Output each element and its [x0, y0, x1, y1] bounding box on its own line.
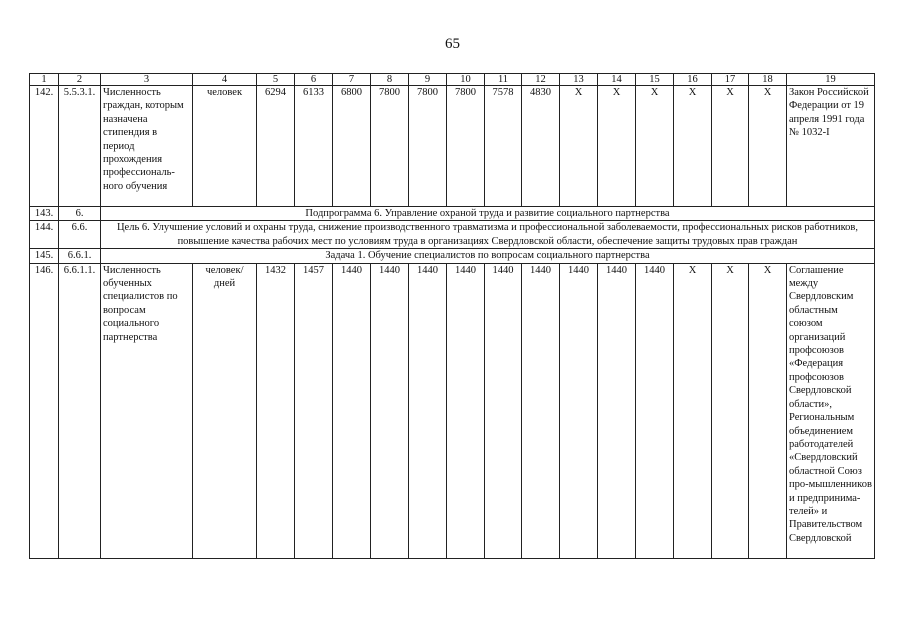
subprogram-title: Подпрограмма 6. Управление охраной труда и развитие социального партнерства	[101, 207, 875, 221]
value-cell: 1440	[598, 263, 636, 558]
column-number-cell: 11	[485, 74, 522, 86]
value-cell: X	[598, 86, 636, 207]
row-code: 6.6.	[59, 221, 101, 249]
value-cell: 1457	[295, 263, 333, 558]
row-code: 5.5.3.1.	[59, 86, 101, 207]
value-cell: 1440	[522, 263, 560, 558]
goal-text: Цель 6. Улучшение условий и охраны труда, снижение производственного травматизма и профессиональной заболеваемости, профессиональных рисков работников, повышение качества рабочих мест по условиям труда в организациях Свердловской области, обеспечение защиты трудовых прав граждан	[101, 221, 875, 249]
indicator-name: Численность обученных специалистов по вопросам социального партнерства	[101, 263, 193, 558]
value-cell: X	[749, 86, 787, 207]
column-number-cell: 5	[257, 74, 295, 86]
value-cell: 1440	[485, 263, 522, 558]
unit-cell: человек	[193, 86, 257, 207]
value-cell: X	[712, 86, 749, 207]
value-cell: X	[674, 86, 712, 207]
task-title: Задача 1. Обучение специалистов по вопросам социального партнерства	[101, 249, 875, 263]
row-code: 6.6.1.1.	[59, 263, 101, 558]
value-cell: X	[636, 86, 674, 207]
indicator-name: Численность граждан, которым назначена стипендия в период прохождения профессиональ-ного обучения	[101, 86, 193, 207]
value-cell: 1440	[333, 263, 371, 558]
column-number-cell: 18	[749, 74, 787, 86]
value-cell: 7800	[447, 86, 485, 207]
row-code: 6.6.1.	[59, 249, 101, 263]
value-cell: 7800	[371, 86, 409, 207]
column-number-cell: 15	[636, 74, 674, 86]
table-row-144	[30, 221, 875, 249]
table-row-142	[30, 86, 875, 207]
row-number: 144.	[30, 221, 59, 249]
value-cell: X	[560, 86, 598, 207]
row-number: 143.	[30, 207, 59, 221]
table-row-146	[30, 263, 875, 558]
unit-cell: человек/ дней	[193, 263, 257, 558]
column-number-cell: 14	[598, 74, 636, 86]
value-cell: X	[712, 263, 749, 558]
table-row-145	[30, 249, 875, 263]
column-number-cell: 9	[409, 74, 447, 86]
row-number: 146.	[30, 263, 59, 558]
value-cell: 7578	[485, 86, 522, 207]
column-number-cell: 6	[295, 74, 333, 86]
column-number-cell: 1	[30, 74, 59, 86]
column-number-cell: 13	[560, 74, 598, 86]
column-number-cell: 16	[674, 74, 712, 86]
value-cell: X	[674, 263, 712, 558]
column-number-cell: 4	[193, 74, 257, 86]
source-cell: Закон Российской Федерации от 19 апреля 1991 года № 1032-I	[787, 86, 875, 207]
indicators-table	[29, 73, 875, 559]
column-number-row	[30, 74, 875, 86]
row-number: 142.	[30, 86, 59, 207]
column-number-cell: 17	[712, 74, 749, 86]
column-number-cell: 3	[101, 74, 193, 86]
value-cell: 1440	[636, 263, 674, 558]
value-cell: 4830	[522, 86, 560, 207]
value-cell: 1432	[257, 263, 295, 558]
value-cell: 6133	[295, 86, 333, 207]
column-number-cell: 7	[333, 74, 371, 86]
value-cell: 6800	[333, 86, 371, 207]
value-cell: 1440	[371, 263, 409, 558]
column-number-cell: 19	[787, 74, 875, 86]
value-cell: 6294	[257, 86, 295, 207]
value-cell: 1440	[447, 263, 485, 558]
column-number-cell: 8	[371, 74, 409, 86]
row-number: 145.	[30, 249, 59, 263]
table-row-143	[30, 207, 875, 221]
column-number-cell: 10	[447, 74, 485, 86]
value-cell: 7800	[409, 86, 447, 207]
row-code: 6.	[59, 207, 101, 221]
column-number-cell: 12	[522, 74, 560, 86]
value-cell: 1440	[409, 263, 447, 558]
page-number: 65	[445, 36, 460, 52]
value-cell: 1440	[560, 263, 598, 558]
source-cell: Соглашение между Свердловским областным союзом организаций профсоюзов «Федерация профсоюзов Свердловской области», Региональным объединением работодателей «Свердловский областной Союз про-мышленников и предпринима-телей» и Правительством Свердловской	[787, 263, 875, 558]
column-number-cell: 2	[59, 74, 101, 86]
value-cell: X	[749, 263, 787, 558]
